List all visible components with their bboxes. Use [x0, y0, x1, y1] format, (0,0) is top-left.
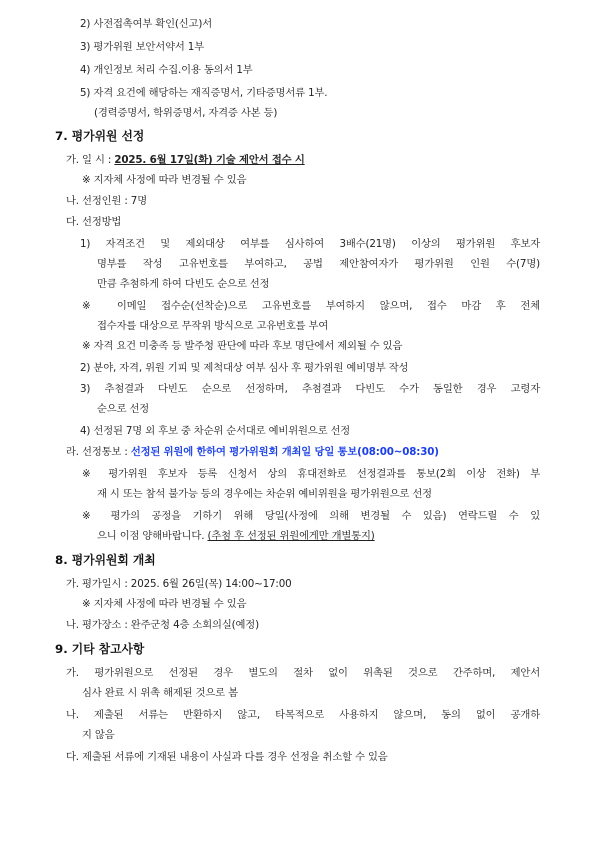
- method-4: 4) 선정된 7명 외 후보 중 차순위 순서대로 예비위원으로 선정: [80, 425, 351, 437]
- doc-item-2: 2) 사전접촉여부 확인(신고)서: [80, 18, 213, 30]
- section-7-title: 7. 평가위원 선정: [55, 129, 145, 143]
- notification-note-2-text: 으니 이점 양해바랍니다.: [97, 530, 205, 542]
- schedule-note: ※ 지자체 사정에 따라 변경될 수 있음: [82, 174, 247, 186]
- method-note-1-line-2: 접수자를 대상으로 무작위 방식으로 고유번호를 부여: [97, 320, 329, 332]
- method-1-line-2: 명부를 작성 고유번호를 부여하고, 공법 제안참여자가 평가위원 인원 수(7명): [97, 258, 540, 270]
- evaluation-venue: 나. 평가장소 : 완주군청 4층 소회의실(예정): [66, 619, 259, 631]
- notes-item-ga-line-2: 심사 완료 시 위촉 해제된 것으로 봄: [82, 687, 238, 699]
- method-3-line-1: 3) 추첨결과 다빈도 순으로 선정하며, 추첨결과 다빈도 수가 동일한 경우 고령자: [80, 383, 540, 395]
- doc-item-4: 4) 개인정보 처리 수집.이용 동의서 1부: [80, 64, 253, 76]
- schedule-line: [66, 153, 305, 167]
- doc-item-5: 5) 자격 요건에 해당하는 재직증명서, 기타증명서류 1부.: [80, 87, 328, 99]
- notification-label: 라. 선정통보 :: [66, 446, 128, 458]
- notification-note-2-emphasis: (추첨 후 선정된 위원에게만 개별통지): [207, 530, 375, 542]
- notification-line: [66, 445, 439, 459]
- selection-method-heading: 다. 선정방법: [66, 216, 122, 228]
- method-1-line-3: 만큼 추첨하게 하여 다빈도 순으로 선정: [97, 278, 270, 290]
- schedule-label: 가. 일 시 :: [66, 154, 112, 166]
- method-note-2: ※ 자격 요건 미충족 등 발주청 판단에 따라 후보 명단에서 제외될 수 있음: [82, 340, 403, 352]
- method-1-line-1: 1) 자격조건 및 제외대상 여부를 심사하여 3배수(21명) 이상의 평가위원 후보자: [80, 238, 540, 250]
- method-note-1-line-1: ※ 이메일 접수순(선착순)으로 고유번호를 부여하지 않으며, 접수 마감 후 전체: [82, 300, 540, 312]
- notes-item-ga-line-1: 가. 평가위원으로 선정된 경우 별도의 절차 없이 위촉된 것으로 간주하며, 제안서: [66, 667, 540, 679]
- evaluation-datetime: 가. 평가일시 : 2025. 6월 26일(목) 14:00~17:00: [66, 578, 292, 590]
- method-2: 2) 분야, 자격, 위원 기피 및 제척대상 여부 심사 후 평가위원 예비명부 작성: [80, 362, 409, 374]
- notification-note-2-line-2: [97, 529, 375, 543]
- doc-item-3: 3) 평가위원 보안서약서 1부: [80, 41, 205, 53]
- selection-count: 나. 선정인원 : 7명: [66, 195, 147, 207]
- section-8-title: 8. 평가위원회 개최: [55, 553, 156, 567]
- notes-item-na-line-2: 지 않음: [82, 729, 115, 741]
- notification-note-1-line-1: ※ 평가위원 후보자 등록 신청서 상의 휴대전화로 선정결과를 통보(2회 이상 전화) 부: [82, 468, 540, 480]
- method-3-line-2: 순으로 선정: [97, 403, 150, 415]
- notes-item-da: 다. 제출된 서류에 기재된 내용이 사실과 다를 경우 선정을 취소할 수 있음: [66, 751, 388, 763]
- doc-item-5-detail: (경력증명서, 학위증명서, 자격증 사본 등): [94, 107, 278, 119]
- section-9-title: 9. 기타 참고사항: [55, 642, 145, 656]
- evaluation-datetime-note: ※ 지자체 사정에 따라 변경될 수 있음: [82, 598, 247, 610]
- notes-item-na-line-1: 나. 제출된 서류는 반환하지 않고, 타목적으로 사용하지 않으며, 동의 없이 공개하: [66, 709, 540, 721]
- notification-note-2-line-1: ※ 평가의 공정을 기하기 위해 당일(사정에 의해 변경될 수 있음) 연락드릴 수 있: [82, 510, 540, 522]
- notification-note-1-line-2: 재 시 또는 참석 불가능 등의 경우에는 차순위 예비위원을 평가위원으로 선정: [97, 488, 432, 500]
- notification-value: 선정된 위원에 한하여 평가위원회 개최일 당일 통보(08:00~08:30): [130, 446, 439, 458]
- schedule-value: 2025. 6월 17일(화) 기술 제안서 접수 시: [114, 154, 305, 166]
